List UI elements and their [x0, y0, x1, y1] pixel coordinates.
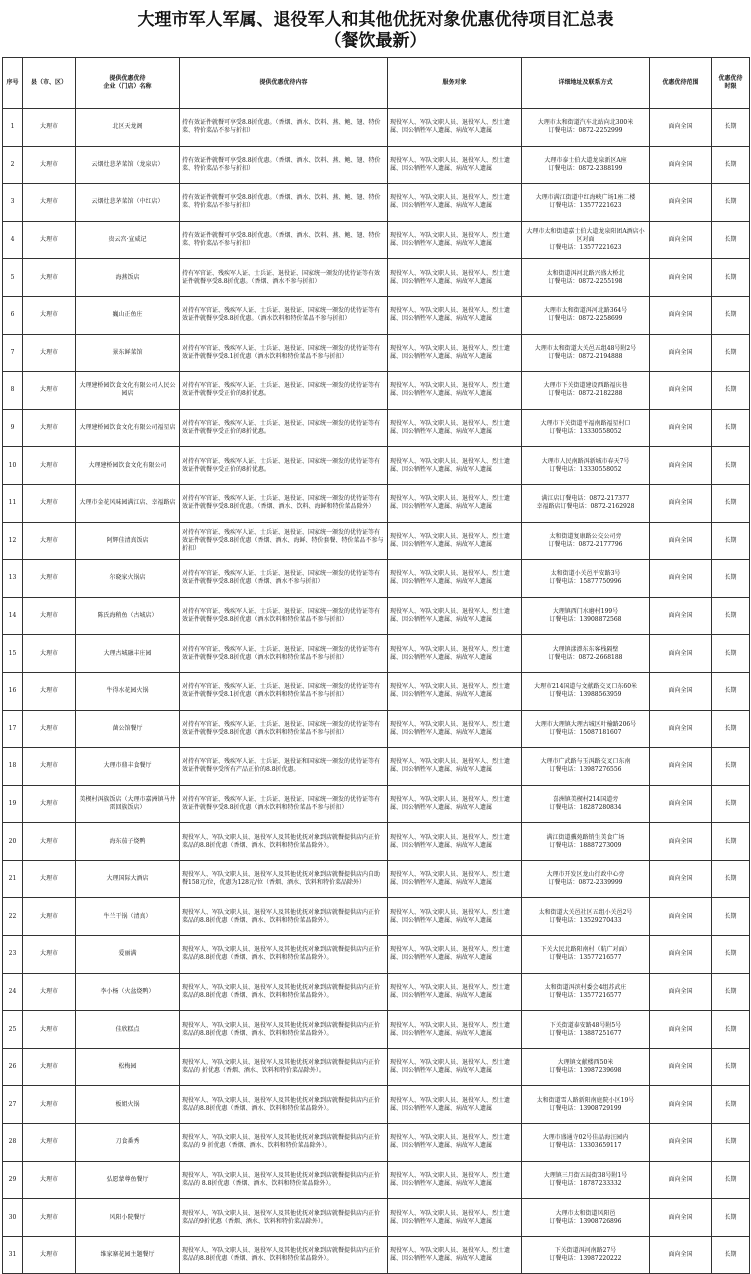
scope-cell: 面向全国 [650, 522, 712, 560]
offer-content-cell: 对持有军官证、残疾军人证、士兵证、退役证、国家统一颁发的优待证等有效证件就餐享受8.1折优惠（酒水饮料和特价菜品不参与折扣） [180, 672, 388, 710]
business-name-cell: 云烟灶悲茅菜馆（中红店） [76, 184, 180, 222]
table-row [3, 898, 750, 936]
header-cell: 优惠优待 时限 [712, 58, 750, 109]
offer-content-cell: 对持有军官证、残疾军人证、士兵证、退役证和国家统一颁发的优待证等有效证件就餐享受所有产品正价的8.8折优惠。 [180, 748, 388, 786]
scope-cell: 面向全国 [650, 484, 712, 522]
row-number-cell: 13 [3, 560, 23, 598]
address-contact-cell: 满江店订餐电话：0872-217377 幸福路店订餐电话：0872-2162928 [522, 484, 650, 522]
row-number-cell: 14 [3, 597, 23, 635]
county-cell: 大理市 [23, 484, 76, 522]
service-target-cell: 现役军人、军队文职人员、退役军人、烈士遗属、因公牺牲军人遗属、病故军人遗属 [388, 334, 522, 372]
term-cell: 长期 [712, 1124, 750, 1162]
county-cell: 大理市 [23, 597, 76, 635]
county-cell: 大理市 [23, 221, 76, 259]
row-number-cell: 21 [3, 860, 23, 898]
row-number-cell: 17 [3, 710, 23, 748]
term-cell: 长期 [712, 1161, 750, 1199]
table-row [3, 409, 750, 447]
table-row [3, 1011, 750, 1049]
offer-content-cell: 对持有军官证、残疾军人证、士兵证、退役证、国家统一颁发的优待证等有效证件就餐享受正价的8折优惠。 [180, 447, 388, 485]
business-name-cell: 尔晓家火锅店 [76, 560, 180, 598]
table-row [3, 748, 750, 786]
row-number-cell: 29 [3, 1161, 23, 1199]
business-name-cell: 海东茄子烧鸭 [76, 823, 180, 861]
row-number-cell: 28 [3, 1124, 23, 1162]
address-contact-cell: 大理镇西门水磨村199号 订餐电话：13908872568 [522, 597, 650, 635]
scope-cell: 面向全国 [650, 1011, 712, 1049]
header-row [3, 58, 750, 109]
offer-content-cell: 现役军人、军队文职人员、退役军人及其他优抚对象到店就餐提供店内正价菜品的8.8折优惠（香烟、酒水、饮料和特价菜品除外）。 [180, 1086, 388, 1124]
business-name-cell: 牛得水花园火锅 [76, 672, 180, 710]
business-name-cell: 弘愿蒙尊鱼餐厅 [76, 1161, 180, 1199]
header-cell: 序号 [3, 58, 23, 109]
table-row [3, 560, 750, 598]
row-number-cell: 4 [3, 221, 23, 259]
scope-cell: 面向全国 [650, 710, 712, 748]
scope-cell: 面向全国 [650, 1048, 712, 1086]
service-target-cell: 现役军人、军队文职人员、退役军人、烈士遗属、因公牺牲军人遗属、病故军人遗属 [388, 597, 522, 635]
address-contact-cell: 满江街道骥苑路销生美食广场 订餐电话：18887273009 [522, 823, 650, 861]
row-number-cell: 8 [3, 372, 23, 410]
row-number-cell: 24 [3, 973, 23, 1011]
table-row [3, 1161, 750, 1199]
address-contact-cell: 大理市下关街道平福南路福星村口 订餐电话：13330558052 [522, 409, 650, 447]
service-target-cell: 现役军人、军队文职人员、退役军人、烈士遗属、因公牺牲军人遗属、病故军人遗属 [388, 823, 522, 861]
table-row [3, 973, 750, 1011]
address-contact-cell: 太和街道洱河北路兴盛大桥北 订餐电话：0872-2255198 [522, 259, 650, 297]
term-cell: 长期 [712, 710, 750, 748]
service-target-cell: 现役军人、军队文职人员、退役军人、烈士遗属、因公牺牲军人遗属、病故军人遗属 [388, 522, 522, 560]
header-cell: 提供优惠优待内容 [180, 58, 388, 109]
table-row [3, 710, 750, 748]
row-number-cell: 30 [3, 1199, 23, 1237]
scope-cell: 面向全国 [650, 1161, 712, 1199]
county-cell: 大理市 [23, 672, 76, 710]
row-number-cell: 12 [3, 522, 23, 560]
offer-content-cell: 对持有军官证、残疾军人证、士兵证、退役证、国家统一颁发的优待证等有效证件就餐享受正价的8折优惠。 [180, 372, 388, 410]
scope-cell: 面向全国 [650, 146, 712, 184]
business-name-cell: 大理建桥园饮食文化有限公司福星店 [76, 409, 180, 447]
business-name-cell: 板姐火锅 [76, 1086, 180, 1124]
table-row [3, 259, 750, 297]
table-row [3, 1048, 750, 1086]
service-target-cell: 现役军人、军队文职人员、退役军人、烈士遗属、因公牺牲军人遗属、病故军人遗属 [388, 1048, 522, 1086]
service-target-cell: 现役军人、军队文职人员、退役军人、烈士遗属、因公牺牲军人遗属、病故军人遗属 [388, 1011, 522, 1049]
service-target-cell: 现役军人、军队文职人员、退役军人、烈士遗属、因公牺牲军人遗属、病故军人遗属 [388, 748, 522, 786]
term-cell: 长期 [712, 484, 750, 522]
row-number-cell: 31 [3, 1236, 23, 1274]
business-name-cell: 牛兰干锅（清真） [76, 898, 180, 936]
offer-content-cell: 对持有军官证、残疾军人证、士兵证、退役证、国家统一颁发的优待证等有效证件就餐享受8.8折优惠。（酒水饮料和特价菜品不参与折扣） [180, 296, 388, 334]
address-contact-cell: 大理市大理镇大理古城区叶榆路206号 订餐电话：15087181607 [522, 710, 650, 748]
address-contact-cell: 大理市214国道与文献路交叉口东60米 订餐电话：13988563959 [522, 672, 650, 710]
header-cell: 服务对象 [388, 58, 522, 109]
service-target-cell: 现役军人、军队文职人员、退役军人、烈士遗属、因公牺牲军人遗属、病故军人遗属 [388, 560, 522, 598]
table-row [3, 1086, 750, 1124]
county-cell: 大理市 [23, 334, 76, 372]
address-contact-cell: 大理市太和街道风阳邑 订餐电话：13908726896 [522, 1199, 650, 1237]
business-name-cell: 大理市鼎丰食餐厅 [76, 748, 180, 786]
term-cell: 长期 [712, 259, 750, 297]
table-row [3, 1124, 750, 1162]
county-cell: 大理市 [23, 296, 76, 334]
row-number-cell: 11 [3, 484, 23, 522]
table-row [3, 334, 750, 372]
term-cell: 长期 [712, 522, 750, 560]
address-contact-cell: 大理市盛通寺02号佳品海汪园内 订餐电话：13303659117 [522, 1124, 650, 1162]
title-line-1: 大理市军人军属、退役军人和其他优抚对象优惠优待项目汇总表 [137, 10, 614, 30]
offer-content-cell: 对持有军官证、残疾军人证、士兵证、退役证、国家统一颁发的优待证等有效证件就餐享受正价的8折优惠。 [180, 409, 388, 447]
address-contact-cell: 大理市太和街道嘉士伯大道龙泉阳团A酒店小区对面 订餐电话：13577221623 [522, 221, 650, 259]
business-name-cell: 阿辉佳清真饭店 [76, 522, 180, 560]
offer-content-cell: 对持有军官证、残疾军人证、士兵证、退役证、国家统一颁发的优待证等有效证件就餐享受8.8折优惠（酒水饮料和特价菜品不参与折扣） [180, 710, 388, 748]
row-number-cell: 25 [3, 1011, 23, 1049]
row-number-cell: 9 [3, 409, 23, 447]
address-contact-cell: 大理市开发区龙山行政中心旁 订餐电话：0872-2339999 [522, 860, 650, 898]
scope-cell: 面向全国 [650, 973, 712, 1011]
scope-cell: 面向全国 [650, 936, 712, 974]
address-contact-cell: 大理镇三月街五局街38号附1号 订餐电话：18787233332 [522, 1161, 650, 1199]
scope-cell: 面向全国 [650, 823, 712, 861]
service-target-cell: 现役军人、军队文职人员、退役军人、烈士遗属、因公牺牲军人遗属、病故军人遗属 [388, 484, 522, 522]
county-cell: 大理市 [23, 898, 76, 936]
scope-cell: 面向全国 [650, 785, 712, 823]
address-contact-cell: 大理市太和街道大关邑五组48号附2号 订餐电话：0872-2194888 [522, 334, 650, 372]
term-cell: 长期 [712, 898, 750, 936]
scope-cell: 面向全国 [650, 221, 712, 259]
offer-content-cell: 持有效证件就餐可享受8.8折优惠。（香烟、酒水、饮料、燕、鲍、翅、特价菜、特价菜品不参与折扣） [180, 146, 388, 184]
scope-cell: 面向全国 [650, 860, 712, 898]
scope-cell: 面向全国 [650, 898, 712, 936]
scope-cell: 面向全国 [650, 259, 712, 297]
row-number-cell: 20 [3, 823, 23, 861]
table-row [3, 146, 750, 184]
table-row [3, 296, 750, 334]
county-cell: 大理市 [23, 1236, 76, 1274]
scope-cell: 面向全国 [650, 635, 712, 673]
service-target-cell: 现役军人、军队文职人员、退役军人、烈士遗属、因公牺牲军人遗属、病故军人遗属 [388, 710, 522, 748]
row-number-cell: 3 [3, 184, 23, 222]
table-row [3, 221, 750, 259]
business-name-cell: 大理古城融丰庄园 [76, 635, 180, 673]
business-name-cell: 爱丽满 [76, 936, 180, 974]
offer-content-cell: 持有效证件就餐可享受8.8折优惠。（香烟、酒水、饮料、燕、鲍、翅、特价菜、特价菜品不参与折扣） [180, 184, 388, 222]
address-contact-cell: 太和街道大关邑社区五组小关邑2号 订餐电话：13529270433 [522, 898, 650, 936]
offer-content-cell: 现役军人、军队文职人员、退役军人及其他优抚对象到店就餐提供店内自助餐158元/位，优惠为128元/位（香烟、酒水、饮料和特价菜品除外） [180, 860, 388, 898]
business-name-cell: 美楔村洱族饭店（大理市嘉洲镇马井雷回族饭店） [76, 785, 180, 823]
scope-cell: 面向全国 [650, 296, 712, 334]
table-row [3, 823, 750, 861]
term-cell: 长期 [712, 973, 750, 1011]
business-name-cell: 海燕饭店 [76, 259, 180, 297]
county-cell: 大理市 [23, 860, 76, 898]
row-number-cell: 2 [3, 146, 23, 184]
scope-cell: 面向全国 [650, 1086, 712, 1124]
address-contact-cell: 大理镇漾濞东东客栈隔壁 订餐电话：0872-2668188 [522, 635, 650, 673]
term-cell: 长期 [712, 785, 750, 823]
offer-content-cell: 现役军人、军队文职人员、退役军人及其他优抚对象到店就餐提供店内正价菜品的8.8折优惠（香烟、酒水、饮料和特价菜品除外）。 [180, 973, 388, 1011]
offer-content-cell: 现役军人、军队文职人员、退役军人及其他优抚对象到店就餐提供店内正价菜品的 9 折优惠（香烟、酒水、饮料和特价菜品除外）。 [180, 1124, 388, 1162]
county-cell: 大理市 [23, 936, 76, 974]
service-target-cell: 现役军人、军队文职人员、退役军人、烈士遗属、因公牺牲军人遗属、病故军人遗属 [388, 1236, 522, 1274]
scope-cell: 面向全国 [650, 672, 712, 710]
term-cell: 长期 [712, 748, 750, 786]
offer-content-cell: 对持有军官证、残疾军人证、士兵证、退役证、国家统一颁发的优待证等有效证件就餐享受8.8折优惠（酒水饮料和特价菜品不参与折扣） [180, 785, 388, 823]
row-number-cell: 16 [3, 672, 23, 710]
term-cell: 长期 [712, 1011, 750, 1049]
row-number-cell: 27 [3, 1086, 23, 1124]
service-target-cell: 现役军人、军队文职人员、退役军人、烈士遗属、因公牺牲军人遗属、病故军人遗属 [388, 860, 522, 898]
scope-cell: 面向全国 [650, 334, 712, 372]
scope-cell: 面向全国 [650, 372, 712, 410]
address-contact-cell: 大理市太和街道洱河北路364号 订餐电话：0872-2258699 [522, 296, 650, 334]
address-contact-cell: 大理市下关街道建设西路福庆巷 订餐电话：0872-2182288 [522, 372, 650, 410]
table-row [3, 860, 750, 898]
county-cell: 大理市 [23, 1161, 76, 1199]
address-contact-cell: 大理市人民南路洱新城市春天7号 订餐电话：13330558052 [522, 447, 650, 485]
scope-cell: 面向全国 [650, 109, 712, 147]
county-cell: 大理市 [23, 372, 76, 410]
term-cell: 长期 [712, 184, 750, 222]
service-target-cell: 现役军人、军队文职人员、退役军人、烈士遗属、因公牺牲军人遗属、病故军人遗属 [388, 259, 522, 297]
row-number-cell: 15 [3, 635, 23, 673]
business-name-cell: 风阳小院餐厅 [76, 1199, 180, 1237]
offer-content-cell: 现役军人、军队文职人员、退役军人及其他优抚对象到店就餐提供店内正价菜品的8.8折优惠（香烟、酒水、饮料和特价菜品除外）。 [180, 1011, 388, 1049]
row-number-cell: 10 [3, 447, 23, 485]
business-name-cell: 北区天龙阁 [76, 109, 180, 147]
offer-content-cell: 现役军人、军队文职人员、退役军人及其他优抚对象到店就餐提供店内正价菜品的8.8折优惠（香烟、酒水、饮料和特价菜品除外）。 [180, 823, 388, 861]
service-target-cell: 现役军人、军队文职人员、退役军人、烈士遗属、因公牺牲军人遗属、病故军人遗属 [388, 109, 522, 147]
business-name-cell: 大理国际大酒店 [76, 860, 180, 898]
row-number-cell: 22 [3, 898, 23, 936]
service-target-cell: 现役军人、军队文职人员、退役军人、烈士遗属、因公牺牲军人遗属、病故军人遗属 [388, 1199, 522, 1237]
address-contact-cell: 喜洲镇美楔村214国道旁 订餐电话：18287280834 [522, 785, 650, 823]
address-contact-cell: 太和街道小关邑平安路3号 订餐电话：15877750996 [522, 560, 650, 598]
business-name-cell: 云烟灶悲茅菜馆（龙泉店） [76, 146, 180, 184]
term-cell: 长期 [712, 372, 750, 410]
service-target-cell: 现役军人、军队文职人员、退役军人、烈士遗属、因公牺牲军人遗属、病故军人遗属 [388, 409, 522, 447]
offer-content-cell: 现役军人、军队文职人员、退役军人及其他优抚对象到店就餐提供店内正价菜品的 8.8折优惠（香烟、酒水、饮料和特价菜品除外）。 [180, 1161, 388, 1199]
service-target-cell: 现役军人、军队文职人员、退役军人、烈士遗属、因公牺牲军人遗属、病故军人遗属 [388, 372, 522, 410]
business-name-cell: 刀食番秀 [76, 1124, 180, 1162]
offer-content-cell: 现役军人、军队文职人员、退役军人及其他优抚对象到店就餐提供店内正价菜品的 折优惠（香烟、酒水、饮料和特价菜品除外）。 [180, 1048, 388, 1086]
service-target-cell: 现役军人、军队文职人员、退役军人、烈士遗属、因公牺牲军人遗属、病故军人遗属 [388, 146, 522, 184]
business-name-cell: 大理建桥园饮食文化有限公司 [76, 447, 180, 485]
scope-cell: 面向全国 [650, 184, 712, 222]
term-cell: 长期 [712, 672, 750, 710]
county-cell: 大理市 [23, 409, 76, 447]
scope-cell: 面向全国 [650, 1124, 712, 1162]
term-cell: 长期 [712, 146, 750, 184]
address-contact-cell: 下关街道泰安路48号附5号 订餐电话：13887251677 [522, 1011, 650, 1049]
table-row [3, 484, 750, 522]
table-row [3, 1236, 750, 1274]
offer-content-cell: 对持有军官证、残疾军人证、士兵证、退役证、国家统一颁发的优待证等有效证件就餐享受8.1折优惠（酒水饮料和特价菜品不参与折扣） [180, 334, 388, 372]
business-name-cell: 陈氏海稍鱼（古城店） [76, 597, 180, 635]
service-target-cell: 现役军人、军队文职人员、退役军人、烈士遗属、因公牺牲军人遗属、病故军人遗属 [388, 221, 522, 259]
document-title [0, 0, 751, 57]
table-row [3, 447, 750, 485]
business-name-cell: 景东鲜菜馆 [76, 334, 180, 372]
address-contact-cell: 大理市满江街道中红海峡广场1座二楼 订餐电话：13577221623 [522, 184, 650, 222]
business-name-cell: 松梅园 [76, 1048, 180, 1086]
benefits-table [2, 57, 750, 1274]
term-cell: 长期 [712, 1086, 750, 1124]
row-number-cell: 23 [3, 936, 23, 974]
table-row [3, 372, 750, 410]
scope-cell: 面向全国 [650, 560, 712, 598]
term-cell: 长期 [712, 447, 750, 485]
row-number-cell: 1 [3, 109, 23, 147]
term-cell: 长期 [712, 334, 750, 372]
service-target-cell: 现役军人、军队文职人员、退役军人、烈士遗属、因公牺牲军人遗属、病故军人遗属 [388, 672, 522, 710]
title-line-2: （餐饮最新） [324, 31, 427, 51]
address-contact-cell: 大理镇文献楼西50米 订餐电话：13987239698 [522, 1048, 650, 1086]
business-name-cell: 巍山正鱼庄 [76, 296, 180, 334]
scope-cell: 面向全国 [650, 409, 712, 447]
county-cell: 大理市 [23, 1086, 76, 1124]
scope-cell: 面向全国 [650, 1236, 712, 1274]
term-cell: 长期 [712, 296, 750, 334]
service-target-cell: 现役军人、军队文职人员、退役军人、烈士遗属、因公牺牲军人遗属、病故军人遗属 [388, 1124, 522, 1162]
county-cell: 大理市 [23, 1124, 76, 1162]
header-cell: 县（市、区） [23, 58, 76, 109]
address-contact-cell: 太和街道洱滨村委会4组苏武庄 订餐电话：13577216577 [522, 973, 650, 1011]
county-cell: 大理市 [23, 1011, 76, 1049]
table-row [3, 184, 750, 222]
scope-cell: 面向全国 [650, 748, 712, 786]
address-contact-cell: 大理市太和街道汽车北站向北300米 订餐电话：0872-2252999 [522, 109, 650, 147]
address-contact-cell: 大理市泰士伯大道龙泉新区A座 订餐电话：0872-2388199 [522, 146, 650, 184]
county-cell: 大理市 [23, 1199, 76, 1237]
table-row [3, 936, 750, 974]
offer-content-cell: 现役军人、军队文职人员、退役军人及其他优抚对象到店就餐提供店内正价菜品的8.8折优惠（香烟、酒水、饮料和特价菜品除外）。 [180, 936, 388, 974]
scope-cell: 面向全国 [650, 597, 712, 635]
business-name-cell: 菌公馆餐厅 [76, 710, 180, 748]
service-target-cell: 现役军人、军队文职人员、退役军人、烈士遗属、因公牺牲军人遗属、病故军人遗属 [388, 296, 522, 334]
term-cell: 长期 [712, 936, 750, 974]
scope-cell: 面向全国 [650, 1199, 712, 1237]
county-cell: 大理市 [23, 184, 76, 222]
table-row [3, 522, 750, 560]
address-contact-cell: 大理市广武路与玉洱路交叉口东南 订餐电话：13987276556 [522, 748, 650, 786]
term-cell: 长期 [712, 635, 750, 673]
address-contact-cell: 太和街道雪人路新阳南庭院小区19号 订餐电话：13908729199 [522, 1086, 650, 1124]
header-cell: 优惠优待范围 [650, 58, 712, 109]
offer-content-cell: 对持有军官证、残疾军人证、士兵证、退役证、国家统一颁发的优待证等有效证件就餐享受8.8折优惠（香烟、酒水不参与折扣） [180, 560, 388, 598]
term-cell: 长期 [712, 1048, 750, 1086]
offer-content-cell: 现役军人、军队文职人员、退役军人及其他优抚对象到店就餐提供店内正价菜品的9折优惠（香烟、酒水、饮料和特价菜品除外）。 [180, 1199, 388, 1237]
county-cell: 大理市 [23, 560, 76, 598]
service-target-cell: 现役军人、军队文职人员、退役军人、烈士遗属、因公牺牲军人遗属、病故军人遗属 [388, 1161, 522, 1199]
business-name-cell: 大理建桥园饮食文化有限公司人民公园店 [76, 372, 180, 410]
service-target-cell: 现役军人、军队文职人员、退役军人、烈士遗属、因公牺牲军人遗属、病故军人遗属 [388, 785, 522, 823]
county-cell: 大理市 [23, 522, 76, 560]
row-number-cell: 5 [3, 259, 23, 297]
table-row [3, 109, 750, 147]
county-cell: 大理市 [23, 748, 76, 786]
offer-content-cell: 持有军官证、残疾军人证、士兵证、退役证、国家统一颁发的优待证等有效证件就餐享受8.8折优惠。（香烟、酒水不参与折扣） [180, 259, 388, 297]
offer-content-cell: 持有效证件就餐可享受8.8折优惠。（香烟、酒水、饮料、燕、鲍、翅、特价菜、特价菜品不参与折扣） [180, 109, 388, 147]
table-row [3, 672, 750, 710]
service-target-cell: 现役军人、军队文职人员、退役军人、烈士遗属、因公牺牲军人遗属、病故军人遗属 [388, 184, 522, 222]
county-cell: 大理市 [23, 710, 76, 748]
business-name-cell: 李小杨（火盆烧鸭） [76, 973, 180, 1011]
row-number-cell: 19 [3, 785, 23, 823]
term-cell: 长期 [712, 409, 750, 447]
term-cell: 长期 [712, 560, 750, 598]
county-cell: 大理市 [23, 823, 76, 861]
table-row [3, 1199, 750, 1237]
term-cell: 长期 [712, 823, 750, 861]
county-cell: 大理市 [23, 259, 76, 297]
business-name-cell: 佳欣糕点 [76, 1011, 180, 1049]
table-row [3, 597, 750, 635]
term-cell: 长期 [712, 597, 750, 635]
county-cell: 大理市 [23, 447, 76, 485]
business-name-cell: 维家寨花园主题餐厅 [76, 1236, 180, 1274]
address-contact-cell: 下关大民北路阳南村（航广对面） 订餐电话：13577216577 [522, 936, 650, 974]
term-cell: 长期 [712, 1199, 750, 1237]
offer-content-cell: 持有效证件就餐可享受8.8折优惠。（香烟、酒水、饮料、燕、鲍、翅、特价菜、特价菜品不参与折扣） [180, 221, 388, 259]
address-contact-cell: 下关街道洱河南路27号 订餐电话：13987220222 [522, 1236, 650, 1274]
business-name-cell: 贵云宫·宣威记 [76, 221, 180, 259]
address-contact-cell: 太和街道复康路公交公司旁 订餐电话：0872-2177796 [522, 522, 650, 560]
service-target-cell: 现役军人、军队文职人员、退役军人、烈士遗属、因公牺牲军人遗属、病故军人遗属 [388, 973, 522, 1011]
offer-content-cell: 对持有军官证、残疾军人证、士兵证、退役证、国家统一颁发的优待证等有效证件就餐享受8.8折优惠。（香烟、酒水、饮料、海鲜和特价菜品除外） [180, 484, 388, 522]
service-target-cell: 现役军人、军队文职人员、退役军人、烈士遗属、因公牺牲军人遗属、病故军人遗属 [388, 1086, 522, 1124]
county-cell: 大理市 [23, 146, 76, 184]
service-target-cell: 现役军人、军队文职人员、退役军人、烈士遗属、因公牺牲军人遗属、病故军人遗属 [388, 635, 522, 673]
offer-content-cell: 对持有军官证、残疾军人证、士兵证、退役证、国家统一颁发的优待证等有效证件就餐享受8.8折优惠（香烟、酒水、海鲜、特价套餐、特价菜品不参与折扣） [180, 522, 388, 560]
service-target-cell: 现役军人、军队文职人员、退役军人、烈士遗属、因公牺牲军人遗属、病故军人遗属 [388, 936, 522, 974]
offer-content-cell: 现役军人、军队文职人员、退役军人及其他优抚对象到店就餐提供店内正价菜品的8.8折优惠（香烟、酒水、饮料和特价菜品除外）。 [180, 1236, 388, 1274]
county-cell: 大理市 [23, 1048, 76, 1086]
county-cell: 大理市 [23, 785, 76, 823]
county-cell: 大理市 [23, 109, 76, 147]
term-cell: 长期 [712, 221, 750, 259]
offer-content-cell: 对持有军官证、残疾军人证、士兵证、退役证、国家统一颁发的优待证等有效证件就餐享受8.8折优惠（酒水饮料和特价菜品不参与折扣） [180, 597, 388, 635]
row-number-cell: 6 [3, 296, 23, 334]
service-target-cell: 现役军人、军队文职人员、退役军人、烈士遗属、因公牺牲军人遗属、病故军人遗属 [388, 447, 522, 485]
county-cell: 大理市 [23, 635, 76, 673]
table-row [3, 635, 750, 673]
term-cell: 长期 [712, 860, 750, 898]
offer-content-cell: 现役军人、军队文职人员、退役军人及其他优抚对象到店就餐提供店内正价菜品的8.8折优惠（香烟、酒水、饮料和特价菜品除外）。 [180, 898, 388, 936]
term-cell: 长期 [712, 109, 750, 147]
header-cell: 详细地址及联系方式 [522, 58, 650, 109]
service-target-cell: 现役军人、军队文职人员、退役军人、烈士遗属、因公牺牲军人遗属、病故军人遗属 [388, 898, 522, 936]
table-body [3, 109, 750, 1274]
row-number-cell: 26 [3, 1048, 23, 1086]
business-name-cell: 大理市金花风味园满江店、幸福路店 [76, 484, 180, 522]
term-cell: 长期 [712, 1236, 750, 1274]
county-cell: 大理市 [23, 973, 76, 1011]
table-row [3, 785, 750, 823]
scope-cell: 面向全国 [650, 447, 712, 485]
offer-content-cell: 对持有军官证、残疾军人证、士兵证、退役证、国家统一颁发的优待证等有效证件就餐享受8.8折优惠（酒水饮料和特价菜品不参与折扣） [180, 635, 388, 673]
row-number-cell: 18 [3, 748, 23, 786]
row-number-cell: 7 [3, 334, 23, 372]
header-cell: 提供优惠优待 企业（门店）名称 [76, 58, 180, 109]
